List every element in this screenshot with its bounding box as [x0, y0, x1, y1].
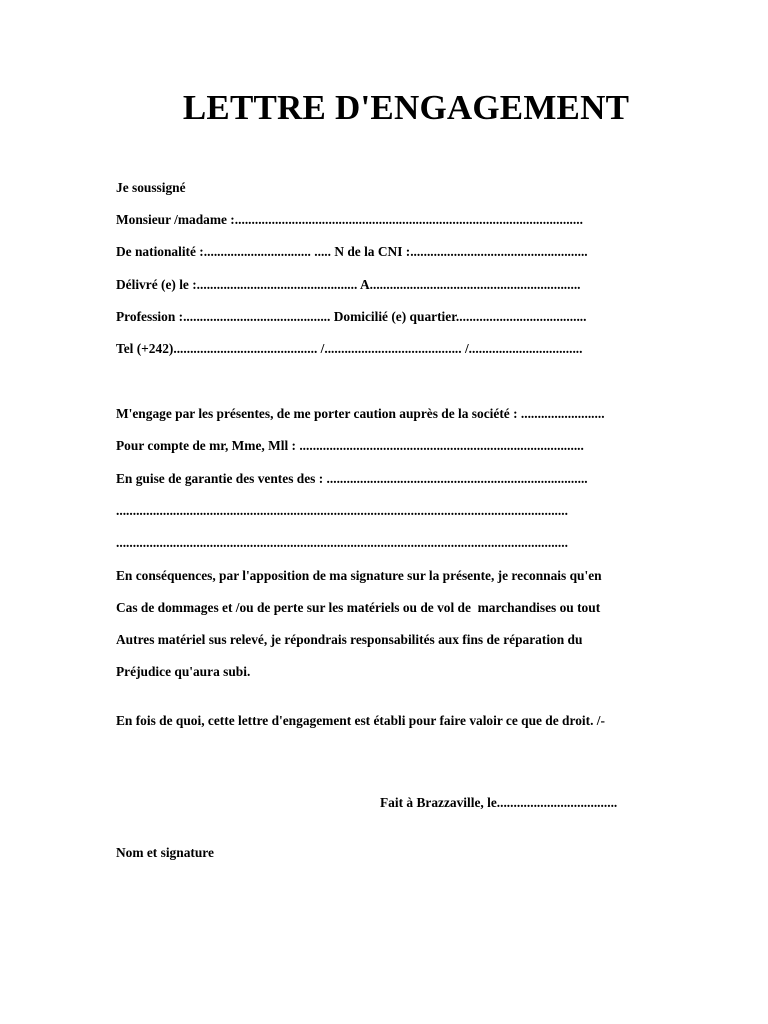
issued-line: Délivré (e) le :................................................ A...............................................................: [116, 277, 581, 292]
intro-text: Je soussigné: [116, 180, 186, 195]
nationality-line: De nationalité :................................ ..... N de la CNI :.....................................................: [116, 244, 588, 259]
commitment-line-5: .......................................................................................................................................: [116, 535, 568, 550]
signature-label: Nom et signature: [116, 845, 214, 860]
commitment-line-3: En guise de garantie des ventes des : ..............................................................................: [116, 471, 588, 486]
consequences-line-2: Cas de dommages et /ou de perte sur les matériels ou de vol de marchandises ou tout: [116, 600, 601, 615]
consequences-line-1: En conséquences, par l'apposition de ma signature sur la présente, je reconnais qu'en: [116, 568, 602, 583]
consequences-line-4: Préjudice qu'aura subi.: [116, 664, 251, 679]
document-title: LETTRE D'ENGAGEMENT: [182, 88, 630, 127]
commitment-line-1: M'engage par les présentes, de me porter caution auprès de la société : .........................: [116, 406, 605, 421]
profession-line: Profession :............................................ Domicilié (e) quartier.......................................: [116, 309, 587, 324]
commitment-line-2: Pour compte de mr, Mme, Mll : .....................................................................................: [116, 438, 584, 453]
consequences-line-3: Autres matériel sus relevé, je répondrais responsabilités aux fins de réparation du: [116, 632, 583, 647]
commitment-line-4: .......................................................................................................................................: [116, 503, 568, 518]
name-line: Monsieur /madame :........................................................................................................: [116, 212, 583, 227]
place-date-line: Fait à Brazzaville, le....................................: [380, 795, 618, 810]
tel-line: Tel (+242)........................................... /......................................... /..................................: [116, 341, 583, 356]
closing-statement: En fois de quoi, cette lettre d'engagement est établi pour faire valoir ce que de droit. /-: [116, 713, 605, 728]
